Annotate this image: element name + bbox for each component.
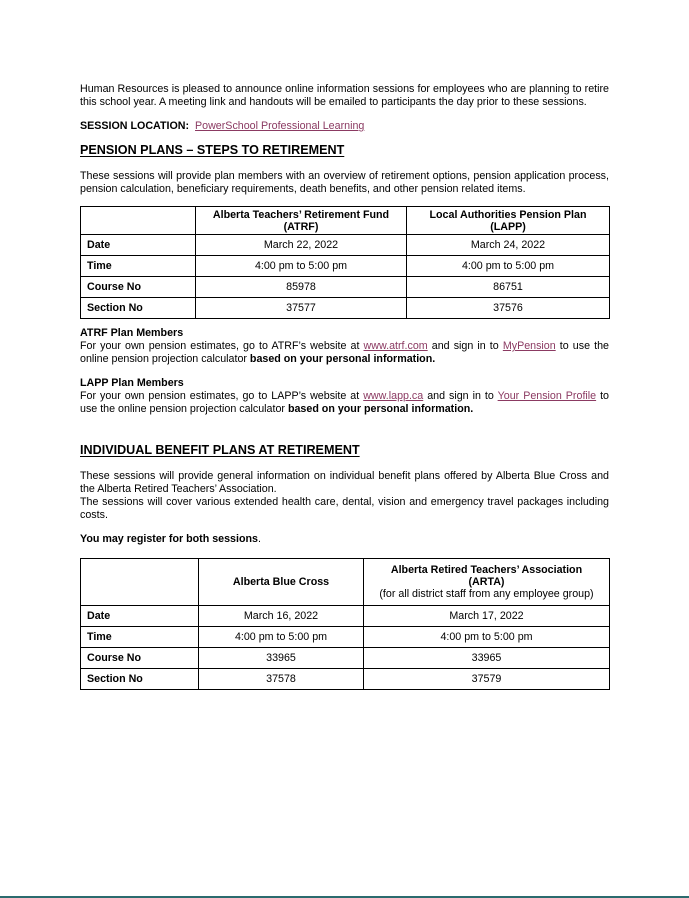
atrf-members-section	[80, 327, 609, 366]
table-cell: March 24, 2022	[407, 235, 610, 256]
table-cell: 37577	[196, 298, 407, 319]
intro-paragraph: Human Resources is pleased to announce online information sessions for employees who are planning to retire this school year. A meeting link and handouts will be emailed to participants the day prior to these sessions.	[80, 83, 609, 108]
table-cell: 37578	[199, 669, 364, 690]
document-page	[80, 83, 609, 690]
empty-header-cell	[81, 207, 196, 235]
table-cell: 4:00 pm to 5:00 pm	[196, 256, 407, 277]
table-cell: 4:00 pm to 5:00 pm	[199, 627, 364, 648]
table-row	[81, 648, 610, 669]
table-row	[81, 627, 610, 648]
row-label: Time	[81, 627, 199, 648]
atrf-column-header: Alberta Teachers’ Retirement Fund (ATRF)	[196, 207, 407, 235]
lapp-members-title: LAPP Plan Members	[80, 377, 184, 389]
benefits-description: These sessions will provide general information on individual benefit plans offered by Alberta Blue Cross and the Alberta Retired Teachers’ Association. The sessions will cover various extended health care, dental, vision and emergency travel packages including costs.	[80, 470, 609, 521]
table-row	[81, 298, 610, 319]
row-label: Date	[81, 606, 199, 627]
table-row	[81, 669, 610, 690]
session-location-label: SESSION LOCATION:	[80, 120, 190, 132]
table-cell: 37579	[364, 669, 610, 690]
table-row	[81, 606, 610, 627]
mypension-link[interactable]: MyPension	[502, 340, 556, 352]
row-label: Course No	[81, 277, 196, 298]
powerschool-link[interactable]: PowerSchool Professional Learning	[195, 120, 365, 132]
row-label: Section No	[81, 298, 196, 319]
pension-sessions-table	[80, 206, 610, 319]
session-location	[80, 120, 609, 133]
table-cell: 37576	[407, 298, 610, 319]
table-cell: 4:00 pm to 5:00 pm	[407, 256, 610, 277]
table-row	[81, 256, 610, 277]
blue-cross-column-header: Alberta Blue Cross	[199, 559, 364, 606]
table-cell: March 16, 2022	[199, 606, 364, 627]
empty-header-cell	[81, 559, 199, 606]
table-header-row	[81, 207, 610, 235]
table-header-row	[81, 559, 610, 606]
table-row	[81, 277, 610, 298]
arta-column-header: Alberta Retired Teachers’ Association (ARTA) (for all district staff from any employee group)	[364, 559, 610, 606]
benefits-sessions-table	[80, 558, 610, 690]
lapp-members-text: For your own pension estimates, go to LAPP’s website at www.lapp.ca and sign in to Your Pension Profile to use the online pension projection calculator based on your personal information.	[80, 390, 610, 415]
lapp-column-header: Local Authorities Pension Plan (LAPP)	[407, 207, 610, 235]
table-cell: March 22, 2022	[196, 235, 407, 256]
table-cell: 85978	[196, 277, 407, 298]
atrf-members-text: For your own pension estimates, go to ATRF’s website at www.atrf.com and sign in to MyPension to use the online pension projection calculator based on your personal information.	[80, 340, 609, 365]
row-label: Section No	[81, 669, 199, 690]
pension-profile-link[interactable]: Your Pension Profile	[497, 390, 597, 402]
benefits-heading: INDIVIDUAL BENEFIT PLANS AT RETIREMENT	[80, 443, 360, 457]
row-label: Course No	[81, 648, 199, 669]
table-cell: 33965	[199, 648, 364, 669]
row-label: Date	[81, 235, 196, 256]
pension-heading: PENSION PLANS – STEPS TO RETIREMENT	[80, 143, 345, 157]
pension-description: These sessions will provide plan members with an overview of retirement options, pension application process, pension calculation, beneficiary requirements, death benefits, and other pension related items.	[80, 170, 609, 195]
table-cell: 86751	[407, 277, 610, 298]
table-row	[81, 235, 610, 256]
lapp-website-link[interactable]: www.lapp.ca	[363, 390, 424, 402]
atrf-website-link[interactable]: www.atrf.com	[363, 340, 428, 352]
table-cell: 33965	[364, 648, 610, 669]
row-label: Time	[81, 256, 196, 277]
register-note: You may register for both sessions.	[80, 533, 261, 545]
table-cell: March 17, 2022	[364, 606, 610, 627]
table-cell: 4:00 pm to 5:00 pm	[364, 627, 610, 648]
atrf-members-title: ATRF Plan Members	[80, 327, 184, 339]
lapp-members-section	[80, 377, 609, 416]
